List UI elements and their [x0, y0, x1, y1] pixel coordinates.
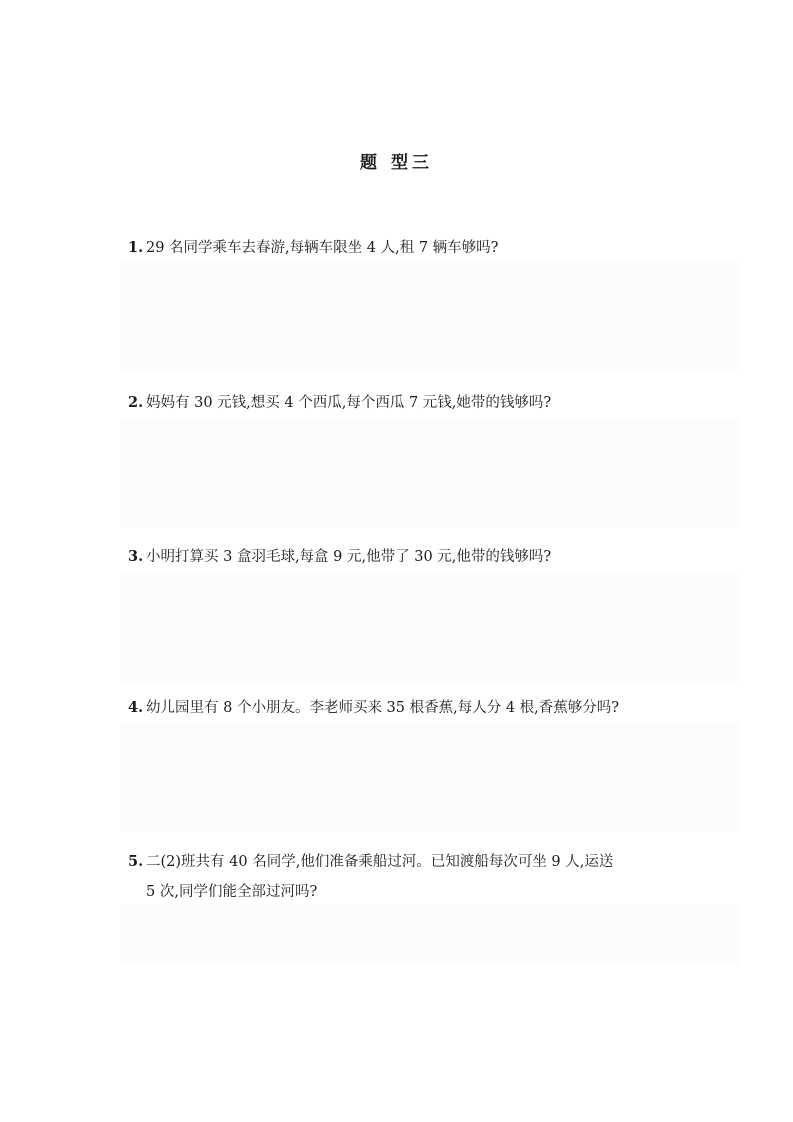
answer-area-4[interactable]	[120, 722, 740, 832]
problem-text-continued: 5 次,同学们能全部过河吗?	[146, 884, 318, 900]
page-title: 题 型三	[360, 153, 433, 173]
problem-text: 二(2)班共有 40 名同学,他们准备乘船过河。已知渡船每次可坐 9 人,运送	[146, 854, 614, 870]
problem-5	[128, 847, 743, 907]
problem-text: 妈妈有 30 元钱,想买 4 个西瓜,每个西瓜 7 元钱,她带的钱够吗?	[146, 395, 552, 411]
problem-1	[128, 233, 743, 263]
problem-4	[128, 693, 743, 723]
answer-area-5[interactable]	[120, 905, 740, 965]
answer-area-3[interactable]	[120, 572, 740, 682]
problem-number: 3.	[128, 548, 144, 565]
problem-3	[128, 542, 743, 572]
answer-area-2[interactable]	[120, 418, 740, 528]
problem-text: 小明打算买 3 盒羽毛球,每盒 9 元,他带了 30 元,他带的钱够吗?	[146, 549, 552, 565]
problem-number: 5.	[128, 853, 144, 870]
problem-number: 1.	[128, 239, 144, 256]
problem-text: 幼儿园里有 8 个小朋友。李老师买来 35 根香蕉,每人分 4 根,香蕉够分吗?	[146, 700, 620, 716]
problem-number: 4.	[128, 699, 144, 716]
problem-number: 2.	[128, 394, 144, 411]
problem-2	[128, 388, 743, 418]
problem-text: 29 名同学乘车去春游,每辆车限坐 4 人,租 7 辆车够吗?	[146, 240, 499, 256]
answer-area-1[interactable]	[120, 262, 740, 372]
